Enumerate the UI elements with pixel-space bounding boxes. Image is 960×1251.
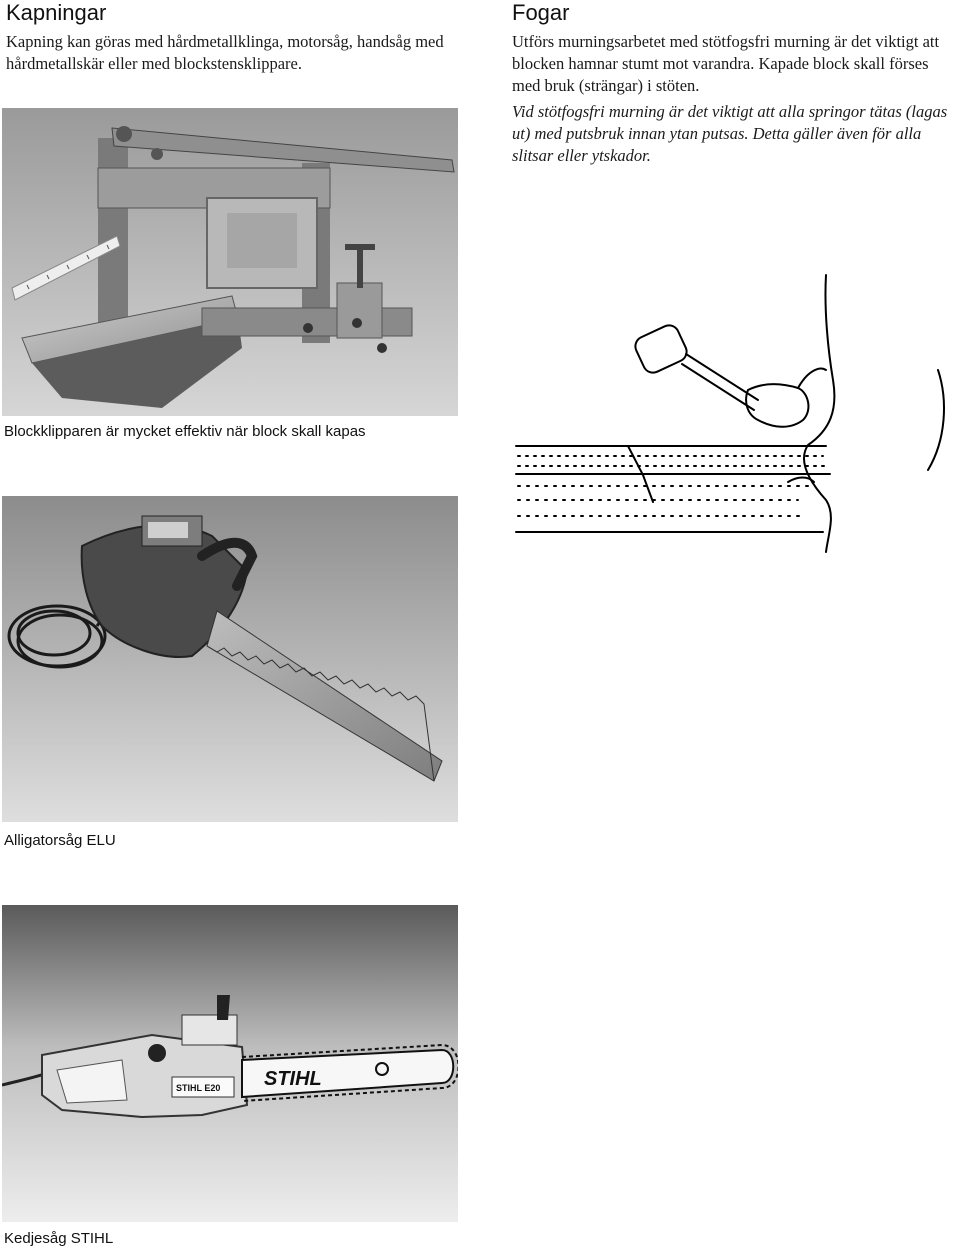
hammer-wall-drawing — [508, 270, 958, 555]
paragraph-fogar-1: Utförs murningsarbetet med stötfogsfri murning är det viktigt att blocken hamnar stumt mot varandra. Kapade block skall förses med bruk (strängar) i stöten. — [512, 32, 940, 95]
stihl-chainsaw-photo — [2, 905, 458, 1222]
heading-fogar: Fogar — [512, 0, 570, 25]
alligator-saw-photo — [2, 496, 458, 822]
stihl-model-label: STIHL E20 — [176, 1083, 221, 1093]
paragraph-kapningar: Kapning kan göras med hårdmetallklinga, motorsåg, handsåg med hårdmetallskär eller med blockstensklippare. — [6, 32, 444, 73]
stihl-bar-logo: STIHL — [264, 1068, 322, 1090]
paragraph-fogar-2: Vid stötfogsfri murning är det viktigt att alla springor tätas (lagas ut) med putsbruk innan ytan putsas. Detta gäller även för alla slitsar eller ytskador. — [512, 102, 948, 165]
heading-kapningar: Kapningar — [6, 0, 107, 25]
block-cutter-photo — [2, 108, 458, 416]
caption-chainsaw: Kedjesåg STIHL — [4, 1230, 114, 1247]
caption-alligator-saw: Alligatorsåg ELU — [4, 832, 116, 849]
caption-block-cutter: Blockklipparen är mycket effektiv när block skall kapas — [4, 423, 366, 440]
